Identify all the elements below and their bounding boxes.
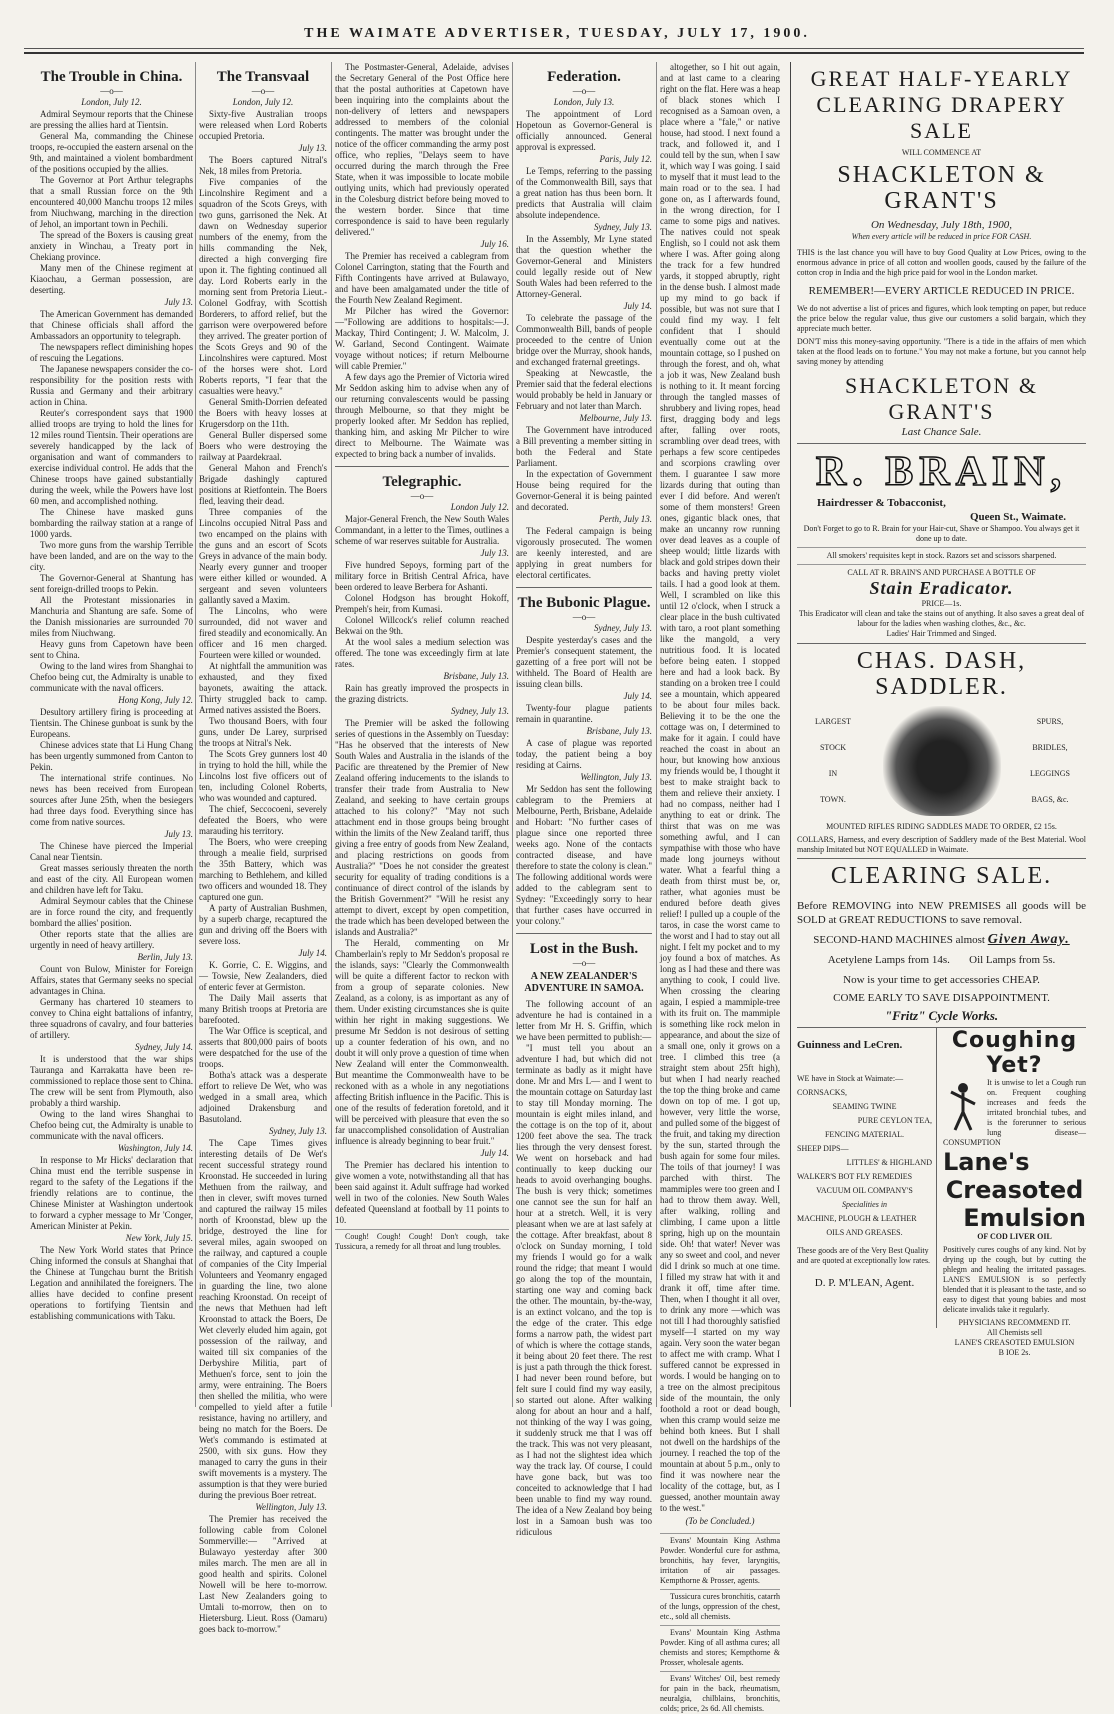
ad-paragraph: Evans' Witches' Oil, best remedy for pain in the back, rheumatism, neuralgia, chilblains, bronchitis, colds; price, 2s 6d. All chemists. — [660, 1671, 780, 1714]
paragraph: Twenty-four plague patients remain in quarantine. — [516, 703, 652, 724]
china-body — [30, 97, 193, 1322]
paragraph: Rain has greatly improved the prospects in the grazing districts. — [335, 683, 509, 704]
heading-bubonic-plague: The Bubonic Plague. — [517, 595, 651, 611]
lanes-brand3: Emulsion — [963, 1204, 1086, 1232]
paragraph: altogether, so I hit out again, and at last came to a clearing right on the flat. Here was a heap of black stones which I recognised as a Samoan oven, a place where a "fale," or native house, had stood. I next found a track, and followed it, and I could tell by the sun, when I saw it, which way I was going. I said to myself that it must lead to the main road or to the sea. I had gone on, as I afterwards found, in the wrong direction, for I came to some pigs and natives. The natives could not speak English, so I could not ask them where I was. After going along the track for a few hundred yards, it stopped abruptly, right in the dense bush. I almost made up my mind to go back if possible, but was not sure that I could find my way. I felt confident that I should eventually come out at the mountain cottage, so I pushed on through the forest, and oh, what a job it was, New Zealand bush is nothing to it. It meant forcing through the tangled masses of shrubbery and living ropes, head first, dragging body and legs after, falling over roots, scrambling over dead trees, with perhaps a few score centipedes and scorpions crawling over them. I guarantee I saw more lizards during that outing than ever I did before. And weren't some of them monsters! Green ones, gigantic black ones, that make an uncanny row running over dead leaves as a couple of sheep would; little lizards with black and gold stripes down their backs and having pretty violet tails. I had a good look at them. Well, I scrambled on like this until 12 o'clock, when I struck a clear place in the bush cultivated with taro, a root plant something like the mangold, a very nutritious food. It is located before being eaten. I stopped here and had a look back. By standing on a broken tree I could see a mountain, which appeared to be about four miles back. Believing it to be the one the cottage was on, I determined to make for it again. I could have reached the coast in about an hour, but knowing how anxious my friends would be, I thought it best to make straight back to them and relieve their anxiety. I had no compass, neither had I anything to eat or drink. The thirst that was on me was something awful, and I can sympathise with those who have made long journeys without water. What a fearful thing a death from thirst must be, or, rather, what agonies must be endured before death gives relief! I pulled up a couple of the taros, in case the worst came to the worst and I had to stay out all night. I felt my pocket and to my joy found a box of matches. As long as I had these and there was anything to cook, I could live. When crossing the clearing again, I espied a mammiple-tree with its fruit on. The mammiple is something like rock melon in appearance, and about the size of a small one, only it grows on a tree. I climbed this tree (a straight stem about 25ft high), but when I had nearly reached the top the thing broke and came down on top of me. I got up, however, very little the worse, and pulled some of the biggest of the fruit, and taking my direction by the sun, started through the bush again for some four miles. The toils of that journey! I was parched with thirst. The mammiples were too green and I had to throw them away. Well, after walking, rolling and climbing, I came upon a little spring, high up on the mountain side. Oh! that water! Never was any so sweet and cool, and never did I drink so much at one time. I filled my straw hat with it and drank it off, time after time. Then, when I thought it all over, to drink any more —which was not till I had thoroughly satisfied myself—I started on my way again. Very soon the water began to affect me with cramp. What I suffered cannot be expressed in words. I would be hanging on to a tree on the almost precipitous side of the mountain, the only foothold a root or dead bough, when this cramp would seize me behind both knees. But I shall not dwell on the hardships of the journey. I reached the top of the mountain at about 5 p.m., only to find it was nowhere near the locality of the cottage, but, as I guessed, another mountain away to the west." — [660, 62, 780, 1513]
guinness-signature — [797, 1054, 932, 1072]
dash-title: CHAS. DASH, SADDLER. — [856, 648, 1027, 700]
column-divider — [331, 62, 332, 1407]
paragraph: Admiral Seymour cables that the Chinese are in force round the city, and frequently bombard the allies' position. — [30, 896, 193, 928]
heading-trouble-in-china: The Trouble in China. — [40, 69, 183, 85]
paragraph: The Government have introduced a Bill preventing a member sitting in both the Federal and State Parliament. — [516, 425, 652, 468]
heading-telegraphic: Telegraphic. — [382, 474, 462, 490]
paragraph: The Herald, commenting on Mr Chamberlain's reply to Mr Seddon's proposal re the islands, says: "Clearly the Commonwealth will be quite a different factor to reckon with from a group of separate colonies. New Zealand, as a colony, is as important as any of them. Under existing circumstances she is quite within her right in making suggestions. We presume Mr Seddon is not desirous of setting up a counter federation of his own, and no doubt it will only prove a question of time when New Zealand will enter the Commonwealth. But meantime the Commonwealth have to be reckoned with as a whole in any negotiations affecting British influence in the Pacific. This is one of the results of federation foretold, and it will be perceived with pleasure that even the so far unaccomplished consolidation of Australian influence is already beginning to bear fruit." — [335, 938, 509, 1146]
column-divider — [195, 62, 196, 1407]
paragraph: Count von Bulow, Minister for Foreign Affairs, states that Germany seeks no special advantages in China. — [30, 964, 193, 996]
paragraph: The Cape Times gives interesting details of De Wet's recent successful strategy round Kroonstad. He succeeded in luring Methuen from the railway, and then in clever, swift moves turned and captured the railway 15 miles north of Kroonstad, blew up the bridge, destroyed the line for several miles, again swooped on the railway, and captured a couple of companies of the City Imperial Volunteers and Yeomanry engaged in guarding the line, two alone reaching Kroonstad. On receipt of the news that Methuen had left Kroonstad to attack the Boers, De Wet cleverly eluded him again, got possession of the railway, and waited till six companies of the Derbyshire Militia, part of Methuen's force, sent to join the army, were entraining. The Boers then shelled the militia, who were compelled to yield after a futile resistance, having no artillery, and being no match for the Boers. De Wet's commando is estimated at 2500, with six guns. How they managed to carry the guns in their swift movements is a mystery. The assumption is that they were buried during the previous Boer retreat. — [199, 1138, 327, 1500]
column-federation — [516, 62, 652, 1537]
paragraph: Mr Pilcher has wired the Governor:—"Following are additions to hospitals:—J. Mackay, Third Contingent; J. W. Malcolm, J. W. Garland, Second Contingent. Waimate voyage without notices; if return Melbourne will cable Premier." — [335, 306, 509, 371]
dateline: Brisbane, July 13. — [586, 726, 652, 736]
paragraph: The spread of the Boxers is causing great anxiety in Winchau, a Treaty port in Chekiang province. — [30, 230, 193, 262]
paragraph: The Daily Mail asserts that many British troops at Pretoria are barefooted. — [199, 993, 327, 1025]
clearing-line4: Now is your time to get accessories CHEAP. — [843, 974, 1040, 986]
column-divider — [512, 62, 513, 1407]
advertisements-column — [790, 62, 1086, 1407]
paragraph: The Premier has received a cablegram from Colonel Carrington, stating that the Fourth and Fifth Contingents have arrived at Bulawayo, and have been amalgamated under the title of the Fourth New Zealand Regiment. — [335, 251, 509, 305]
separator: —o— — [251, 86, 275, 96]
ad-drapery-sale — [797, 66, 1086, 444]
bush-body — [516, 999, 652, 1538]
paragraph: Sixty-five Australian troops were released when Lord Roberts occupied Pretoria. — [199, 109, 327, 141]
lanes-line4: B IOE 2s. — [998, 1348, 1031, 1357]
ad-r-brain — [797, 444, 1086, 644]
lanes-line3: LANE'S CREASOTED EMULSION — [954, 1338, 1075, 1347]
paragraph: The War Office is sceptical, and asserts that 800,000 pairs of boots were despatched for the use of the troops. — [199, 1026, 327, 1069]
bush-continued-body — [660, 62, 780, 1714]
dateline: Paris, July 12. — [599, 154, 652, 164]
column-transvaal — [199, 62, 327, 1634]
paragraph: The New York World states that Prince Ching informed the consuls at Shanghai that the Chinese at Tungchau burnt the British Legation and annihilated the foreigners. The allies have decided to confine present operations to fortifying Tientsin and establishing communications with Taku. — [30, 1245, 193, 1321]
guinness-title: Guinness and LeCren. — [797, 1039, 903, 1051]
sale-body1: THIS is the last chance you will have to buy Good Quality at Low Prices, owing to the enormous advance in price of all cotton and woollen goods, caused by the failure of the cotton crop in India and the high price paid for wool in the London market. — [797, 248, 1086, 277]
paragraph: The international strife continues. No news has been received from European sources after June 25th, when the besiegers had three days food. Everything since has come from native sources. — [30, 773, 193, 827]
masthead-rule-heavy — [24, 52, 1084, 54]
sale-shop-name-2: SHACKLETON & GRANT'S — [845, 373, 1038, 424]
dateline: July 13. — [164, 297, 193, 307]
sale-date: On Wednesday, July 18th, 1900, — [870, 219, 1013, 231]
plague-body — [516, 623, 652, 927]
paragraph: Botha's attack was a desperate effort to relieve De Wet, who was wedged in a small area, which adjoined Drakensburg and Basutoland. — [199, 1070, 327, 1124]
paragraph: Heavy guns from Capetown have been sent to China. — [30, 639, 193, 660]
separator: —o— — [572, 86, 596, 96]
brain-product: Stain Eradicator. — [869, 578, 1014, 598]
paragraph: Many men of the Chinese regiment at Kiaochau, a German possession, are deserting. — [30, 263, 193, 295]
paragraph: In the Assembly, Mr Lyne stated that the question whether the Governor-General and Ministers could legally reside out of New South Wales had been referred to the Attorney-General. — [516, 234, 652, 299]
dateline: Melbourne, July 13. — [579, 413, 652, 423]
dash-left-text: LARGEST STOCK IN TOWN. — [815, 717, 851, 804]
paragraph: Five companies of the Lincolnshire Regiment and a squadron of the Scots Greys, with two guns, garrisoned the Nek. At dawn on Wednesday superior numbers of the enemy, from the hills commanding the Nek, directed a high converging fire upon it. The fighting continued all day. Lord Roberts early in the morning sent from Pretoria Lieut.-Colonel Godfray, with Scottish Borderers, to afford relief, but the garrison were overpowered before they arrived. The greater portion of the Scots Greys and 90 of the Lincolnshires were captured. Most of the horses were shot. Lord Roberts reports, "I fear that the casualties were heavy." — [199, 177, 327, 396]
paragraph: General Buller dispersed some Boers who were destroying the railway at Paardekraal. — [199, 430, 327, 462]
paragraph: Mr Seddon has sent the following cablegram to the Premiers at Melbourne, Perth, Brisbane, Adelaide and Hobart: "No further cases of plague since one reported three weeks ago. None of the contacts contracted disease, and have therefore to state the colony is clean." The following additional words were added to the cablegram sent to Sydney: "Exceedingly sorry to hear that further cases have occurred in your colony." — [516, 784, 652, 926]
dateline: Sydney, July 13. — [594, 222, 652, 232]
paragraph: A case of plague was reported today, the patient being a boy residing at Cairns. — [516, 738, 652, 770]
paragraph: Colonel Hodgson has brought Hokoff, Prempeh's heir, from Kumasi. — [335, 593, 509, 614]
dash-line1: MOUNTED RIFLES RIDING SADDLES MADE TO ORDER, £2 15s. — [826, 822, 1057, 831]
paragraph: Owing to the land wires Shanghai to Chefoo being cut, the Admiralty is unable to communicate with the naval officers. — [30, 1109, 193, 1141]
sale-last-chance: Last Chance Sale. — [901, 426, 982, 438]
paragraph: The Premier has received the following cable from Colonel Sommerville:— "Arrived at Bulawayo yesterday after 300 miles march. The men are all in good health and spirits. Colonel Nowell will be here to-morrow. Last New Zealanders going to Umtali to-morrow, then on to Hietersburg. Lieut. Ross (Oamaru) goes back to-morrow." — [199, 1514, 327, 1634]
sale-shop-name: SHACKLETON & GRANT'S — [837, 162, 1046, 214]
guinness-footer: These goods are of the Very Best Quality and are quoted at exceptionally low rates. — [797, 1246, 931, 1265]
coughing-man-icon — [943, 1080, 983, 1132]
heading-lost-in-bush: Lost in the Bush. — [529, 941, 639, 957]
dateline: July 14. — [480, 1148, 509, 1158]
telegraphic-body — [335, 502, 509, 1252]
ad-clearing-sale — [797, 859, 1086, 1028]
paragraph: The Governor at Port Arthur telegraphs that a small Russian force on the 9th encountered 40,000 Manchu troops 12 miles from Niuchwang, marching in the direction of Jehol, an important town in Pechili. — [30, 175, 193, 229]
clearing-title: CLEARING SALE. — [830, 863, 1053, 889]
paragraph: Colonel Willcock's relief column reached Bekwai on the 9th. — [335, 615, 509, 636]
transvaal-body — [199, 97, 327, 1635]
paragraph: The Scots Grey gunners lost 40 in trying to hold the hill, while the Lincolns lost five officers out of ten, including Colonel Roberts, who was wounded and captured. — [199, 749, 327, 803]
brain-line2: All smokers' requisites kept in stock. Razors set and scissors sharpened. — [826, 551, 1057, 560]
masthead-rule — [24, 48, 1084, 49]
paragraph: Desultory artillery firing is proceeding at Tientsin. The Chinese gunboat is sunk by the Europeans. — [30, 707, 193, 739]
dateline: Berlin, July 13. — [137, 952, 193, 962]
column-bush-continued — [660, 62, 780, 1713]
paragraph: The appointment of Lord Hopetoun as Governor-General is officially announced. General approval is expressed. — [516, 109, 652, 152]
separator: —o— — [572, 958, 596, 968]
brain-trade: Hairdresser & Tobacconist, — [817, 497, 946, 509]
dash-right-text: SPURS, BRIDLES, LEGGINGS BAGS, &c. — [1030, 717, 1070, 804]
dateline: July 14. — [623, 301, 652, 311]
sale-line2: CLEARING DRAPERY SALE — [816, 92, 1067, 143]
dateline: Sydney, July 13. — [451, 706, 509, 716]
paragraph: The Governor-General at Shantung has sent foreign-drilled troops to Pekin. — [30, 573, 193, 594]
clearing-line6: "Fritz" Cycle Works. — [884, 1008, 999, 1023]
ad-guinness-lecren — [797, 1028, 937, 1328]
paragraph: General Mahon and French's Brigade dashingly captured positions at Rietfontein. The Boers fled, leaving their dead. — [199, 463, 327, 506]
bottom-ads-row — [797, 1028, 1086, 1357]
paragraph: The Boers captured Nitral's Nek, 18 miles from Pretoria. — [199, 155, 327, 176]
dateline: July 13. — [164, 829, 193, 839]
paragraph: Two more guns from the warship Terrible have been landed, and are on the way to the city. — [30, 540, 193, 572]
paragraph: The American Government has demanded that Chinese officials shall afford the Ambassadors an opportunity to telegraph. — [30, 309, 193, 341]
paragraph: Major-General French, the New South Wales Commandant, in a letter to the Times, outlines a scheme of war reserves suitable for Australia. — [335, 514, 509, 546]
ad-paragraph: Evans' Mountain King Asthma Powder. King of all asthma cures; all chemists and stores; Kempthorne & Prosser, wholesale agents. — [660, 1625, 780, 1668]
paragraph: The Postmaster-General, Adelaide, advises the Secretary General of the Post Office here that the postal authorities at Capetown have been inquiring into the complaints about the non-delivery of letters and newspapers addressed to members of the colonial contingents. The matter was brought under the notice of the officer commanding the army post office, who replies, "Delays seem to have occurred during the march through the Free State, when it was impossible to locate mobile outlying units, which had previously operated in the Colesburg district before being moved to the western border. Since that time correspondence is said to have been regularly delivered." — [335, 62, 509, 237]
brain-line1: Don't Forget to go to R. Brain for your Hair-cut, Shave or Shampoo. You always get it done up to date. — [803, 524, 1080, 543]
paragraph: The newspapers reflect diminishing hopes of rescuing the Legations. — [30, 342, 193, 363]
guinness-items: CORNSACKS, SEAMING TWINE PURE CEYLON TEA, FENCING MATERIAL. SHEEP DIPS— LITTLES' & HIGHLAND WALKER'S BOT FLY REMEDIES VACUUM OIL COMPANY'S Specialities in MACHINE, PLOUGH & LEATHER OILS AND GREASES. — [797, 1088, 932, 1237]
paragraph: Great masses seriously threaten the north and east of the city. All European women and children have left for Taku. — [30, 863, 193, 895]
dateline: Wellington, July 13. — [580, 772, 652, 782]
dash-line2: COLLARS, Harness, and every description of Saddlery made of the Best Material. Wool manship Imitated but NOT EQUALLED in Waimate. — [797, 835, 1086, 854]
dateline: July 16. — [480, 239, 509, 249]
paragraph: A party of Australian Bushmen, by a superb charge, recaptured the gun and driving off the Boers with severe loss. — [199, 903, 327, 946]
paragraph: Germany has chartered 10 steamers to convey to China eight battalions of infantry, three squadrons of cavalry, and four batteries of artillery. — [30, 997, 193, 1040]
separator: —o— — [572, 612, 596, 622]
brain-line4: This Eradicator will clean and take the stains out of anything. It also saves a great deal of labour for the ladies when washing clothes, &c., &c. — [798, 609, 1085, 628]
paragraph: The Chinese have pierced the Imperial Canal near Tientsin. — [30, 841, 193, 862]
dateline: July 13. — [480, 548, 509, 558]
dateline: London July 12. — [450, 502, 509, 512]
lanes-body: Positively cures coughs of any kind. Not by drying up the cough, but by cutting the phlegm and healing the irritated passages. LANE'S EMULSION is so perfectly blended that it is pleasant to the taste, and so easy to digest that young babies and most delicate invalids take it regularly. — [943, 1245, 1086, 1314]
ad-paragraph: Evans' Mountain King Asthma Powder. Wonderful cure for asthma, bronchitis, hay fever, laryngitis, irritation of air passages. Kempthorne & Prosser, agents. — [660, 1533, 780, 1586]
sale-line3: WILL COMMENCE AT — [901, 148, 982, 157]
paragraph: Owing to the land wires from Shanghai to Chefoo being cut, the Admiralty is unable to communicate with the naval officers. — [30, 661, 193, 693]
paragraph: Le Temps, referring to the passing of the Commonwealth Bill, says that a great nation has thus been born. It predicts that Australia will claim absolute independence. — [516, 166, 652, 220]
dateline: Perth, July 13. — [599, 514, 652, 524]
dateline: London, July 13. — [553, 97, 615, 107]
paragraph: Five hundred Sepoys, forming part of the military force in British Central Africa, have been ordered to leave Berbera for Ashanti. — [335, 560, 509, 592]
brain-line3: CALL AT R. BRAIN'S AND PURCHASE A BOTTLE OF — [847, 568, 1036, 577]
paragraph: Reuter's correspondent says that 1900 allied troops are trying to hold the lines for 12 miles round Tientsin. Their operations are severely handicapped by the lack of organisation and want of commanders to exercise individual control. He adds that the Chinese troops have gained substantially during the week, while the Powers have lost 60 men, and accomplished nothing. — [30, 408, 193, 506]
dateline: July 13. — [298, 143, 327, 153]
paragraph: Three companies of the Lincolns occupied Nitral Pass and two encamped on the plains with the guns and an escort of Scots Greys in advance of the main body. Nearly every gunner and trooper were either killed or wounded. A sergeant and seven volunteers gallantly saved a Maxim. — [199, 507, 327, 605]
subheading-samoa: A NEW ZEALANDER'S ADVENTURE IN SAMOA. — [524, 971, 644, 994]
ad-chas-dash — [797, 648, 1086, 859]
dateline: July 14. — [298, 948, 327, 958]
sale-line6: When every article will be reduced in price FOR CASH. — [851, 232, 1032, 241]
dateline: Sydney, July 14. — [135, 1042, 193, 1052]
brain-address: Queen St., Waimate. — [969, 511, 1066, 523]
dateline: London, July 12. — [232, 97, 294, 107]
paragraph: In response to Mr Hicks' declaration that China must end the terrible suspense in regard to the safety of the Legations if the friendly relations are to continue, the Chinese Minister at Washington undertook to forward a cypher message to Mr 'Conger, American Minister at Pekin. — [30, 1155, 193, 1231]
paragraph: The Premier will be asked the following series of questions in the Assembly on Tuesday: "Has he observed that the interests of New South Wales and Australia in the islands of the Pacific are threatened by the Premier of New Zealand offering inducements to the islands to transfer their trade from Australia to New Zealand, and seeking to have certain groups attached to his colony?" "May not such attachment end in those groups being brought within the limits of the New Zealand tariff, thus giving a free entry of goods from New Zealand, and placing restrictions on goods from Australia?" "Does he not consider the greatest security for equality of trading conditions is a continuance of direct control of the islands by the British Government?" "Will he resist any attempt to divert, except by open competition, the trade which has been developed between the islands and Australia?" — [335, 718, 509, 937]
clearing-line5: COME EARLY TO SAVE DISAPPOINTMENT. — [833, 992, 1050, 1004]
lanes-brand4: OF COD LIVER OIL — [977, 1232, 1052, 1241]
dateline: Hong Kong, July 12. — [118, 695, 193, 705]
dateline: July 14. — [623, 691, 652, 701]
dateline: Sydney, July 13. — [269, 1126, 327, 1136]
lanes-intro: It is unwise to let a Cough run on. Frequent coughing increases and feeds the irritated bronchial tubes, and is the forerunner to serious lung disease—CONSUMPTION — [943, 1078, 1086, 1147]
paragraph: The Lincolns, who were surrounded, did not waver and fired steadily and economically. An officer and 16 men charged. Fourteen were killed or wounded. — [199, 606, 327, 660]
paragraph: A few days ago the Premier of Victoria wired Mr Seddon asking him to advise when any of our returning convalescents would be passing through Melbourne, so that they might be properly looked after. Mr Seddon has replied, thanking him, and asking Mr Pilcher to wire direct to Melbourne. The Waimate was expected to bring back a number of invalids. — [335, 372, 509, 459]
sale-body3: DON'T miss this money-saving opportunity. "There is a tide in the affairs of men which taken at the flood leads on to fortune." You may not make a fortune, but you cannot help saving money by attending — [797, 337, 1086, 366]
lanes-line2: All Chemists sell — [986, 1328, 1043, 1337]
paragraph: To celebrate the passage of the Commonwealth Bill, bands of people proceeded to the centre of Union bridge over the Murray, shook hands, and exchanged fraternal greetings. — [516, 313, 652, 367]
paragraph: All the Protestant missionaries in Manchuria and Shantung are safe. Some of the Danish missionaries are surrounded 70 miles from Niuchwang. — [30, 595, 193, 638]
paragraph: In the expectation of Government House being required for the Governor-General it is being painted and decorated. — [516, 469, 652, 512]
separator: —o— — [410, 491, 434, 501]
column-divider — [656, 62, 657, 1407]
dateline: Brisbane, July 13. — [443, 671, 509, 681]
sale-line1: GREAT HALF-YEARLY — [810, 66, 1073, 91]
clearing-line2: SECOND-HAND MACHINES almost Given Away. — [813, 932, 1070, 947]
paragraph: The following account of an adventure he had is contained in a letter from Mr H. S. Griffin, which we have been permitted to publish:— — [516, 999, 652, 1042]
paragraph: Despite yesterday's cases and the Premier's consequent statement, the gazetting of a free port will not be withheld. The Board of Health are issuing clean bills. — [516, 635, 652, 689]
paragraph: Admiral Seymour reports that the Chinese are pressing the allies hard at Tientsin. — [30, 109, 193, 130]
federation-body — [516, 97, 652, 581]
paragraph: General Ma, commanding the Chinese troops, re-occupied the eastern arsenal on the 9th, and maintained a violent bombardment of the positions occupied by the allies. — [30, 131, 193, 174]
brain-line5: Ladies' Hair Trimmed and Singed. — [886, 629, 997, 638]
brain-name: R. BRAIN, — [815, 449, 1068, 495]
paragraph: "I must tell you about an adventure I had, but which did not terminate as badly as it might have done. Mr and Mrs L— and I went to the mountain cottage on Saturday last to stay till Monday morning. The mountain is eight miles inland, and the cottage is on the top of it, about 1200 feet above the sea. The track lies through the very densest forest. We went on horseback and had continually to keep ducking our heads to avoid overhanging boughs. The bush is very thick; sometimes one cannot see the sun for half an hour at a stretch. Well, it is very pleasant when we are at last safely at the cottage. After breakfast, about 8 o'clock on Sunday morning, I told my friends I would go for a walk round the ridge; that meant I would go along the top of the mountain, starting one way and coming back the other. The mountain, by-the-way, is an extinct volcano, and the top is the edge of the crater. This edge forms a narrow path, the widest part of which is where the cottage stands, it being about 20 feet there. The rest is just a path through the thick forest. I had never been round before, but felt sure I could find my way easily, so started out alone. After walking along for about an hour and a half, not thinking of the way I was going, it suddenly struck me that I was off the track. This was not very pleasant, as I had not the slightest idea which way the track lay. Of course, I could have gone back, but was too conceited to acknowledge that I had been unable to find my way round. The idea of a New Zealand boy being lost in a Samoan bush was too ridiculous — [516, 1043, 652, 1537]
dash-saddle-row — [797, 700, 1086, 822]
paragraph: The Premier has declared his intention to give women a vote, notwithstanding all that has been said against it. Adult suffrage had worked well in two of the colonies. New South Wales defeated Queensland at football by 11 points to 10. — [335, 1160, 509, 1225]
lanes-line1: PHYSICIANS RECOMMEND IT. — [958, 1318, 1071, 1327]
paragraph: The Federal campaign is being vigorously prosecuted. The women are keenly interested, and are applying in great numbers for electoral certificates. — [516, 526, 652, 580]
ad-lanes-emulsion — [937, 1028, 1086, 1357]
paragraph: The Japanese newspapers consider the co-responsibility for the position rests with Russia and Germany and their arbitrary action in China. — [30, 364, 193, 407]
clearing-line3: Acetylene Lamps from 14s. Oil Lamps from 5s. — [827, 954, 1056, 966]
lanes-headline: Coughing Yet? — [951, 1028, 1078, 1078]
dateline: London, July 12. — [81, 97, 142, 107]
lanes-brand2: Creasoted — [945, 1176, 1084, 1204]
paragraph: At the wool sales a medium selection was offered. The tone was exceedingly firm at late rates. — [335, 637, 509, 669]
paragraph: Chinese advices state that Li Hung Chang has been urgently summoned from Canton to Pekin. — [30, 740, 193, 772]
column-china — [30, 62, 193, 1407]
end-note: (To be Concluded.) — [685, 1516, 755, 1526]
paragraph: At nightfall the ammunition was exhausted, and they fixed bayonets, awaiting the attack. Thirty struggled back to camp. Armed natives assisted the Boers. — [199, 661, 327, 715]
brain-price: PRICE—1s. — [921, 599, 962, 608]
guinness-agent: D. P. M'LEAN, Agent. — [814, 1277, 915, 1289]
heading-transvaal: The Transvaal — [216, 69, 310, 85]
dateline: Sydney, July 13. — [594, 623, 652, 633]
saddle-image — [883, 706, 1001, 816]
sale-remember: REMEMBER!—EVERY ARTICLE REDUCED IN PRICE. — [808, 285, 1075, 297]
dateline: Washington, July 14. — [117, 1143, 193, 1153]
paragraph: K. Gorrie, C. E. Wiggins, and — Towsie, New Zealanders, died of enteric fever at Germiston. — [199, 960, 327, 992]
ad-paragraph: Cough! Cough! Cough! Don't cough, take Tussicura, a remedy for all throat and lung troubles. — [335, 1229, 509, 1252]
paragraph: The chief, Seccocoeni, severely defeated the Boers, who were marauding his territory. — [199, 804, 327, 836]
paragraph: The Boers, who were creeping through a mealie field, surprised the 35th Battery, which was marching to Bethlehem, and killed two officers and wounded 18. They captured one gun. — [199, 837, 327, 902]
ad-paragraph: Tussicura cures bronchitis, catarrh of the lungs, oppression of the chest, etc., sold all chemists. — [660, 1589, 780, 1622]
paragraph: General Smith-Dorrien defeated the Boers with heavy losses at Krugersdorp on the 11th. — [199, 397, 327, 429]
lanes-brand1: Lane's — [943, 1148, 1030, 1176]
paragraph: Other reports state that the allies are urgently in need of heavy artillery. — [30, 929, 193, 950]
heading-federation: Federation. — [547, 69, 621, 85]
clearing-line1: Before REMOVING into NEW PREMISES all goods will be SOLD at GREAT REDUCTIONS to save removal. — [797, 900, 1086, 926]
paragraph: It is understood that the war ships Tauranga and Karrakatta have been re-commissioned to replace those sent to China. The crew will be sent from Plymouth, also probably a third warship. — [30, 1054, 193, 1108]
paragraph: Speaking at Newcastle, the Premier said that the federal elections would probably be held in January or February and not later than March. — [516, 368, 652, 411]
paragraph: The Chinese have masked guns bombarding the railway station at a range of 1000 yards. — [30, 507, 193, 539]
paragraph: Two thousand Boers, with four guns, under De Larey, surprised the troops at Nitral's Nek. — [199, 716, 327, 748]
transvaal-continued — [335, 62, 509, 460]
separator: —o— — [100, 86, 123, 96]
masthead: THE WAIMATE ADVERTISER, TUESDAY, JULY 17, 1900. — [304, 26, 810, 41]
dateline: Wellington, July 13. — [255, 1502, 327, 1512]
column-telegraphic — [335, 62, 509, 1407]
sale-body2: We do not advertise a list of prices and figures, which look tempting on paper, but reduce the price below the regular value, thus give our customers a solid bargain, which they appreciate much better. — [797, 304, 1086, 333]
guinness-intro: WE have in Stock at Waimate:— — [797, 1074, 904, 1083]
dateline: New York, July 15. — [125, 1233, 193, 1243]
